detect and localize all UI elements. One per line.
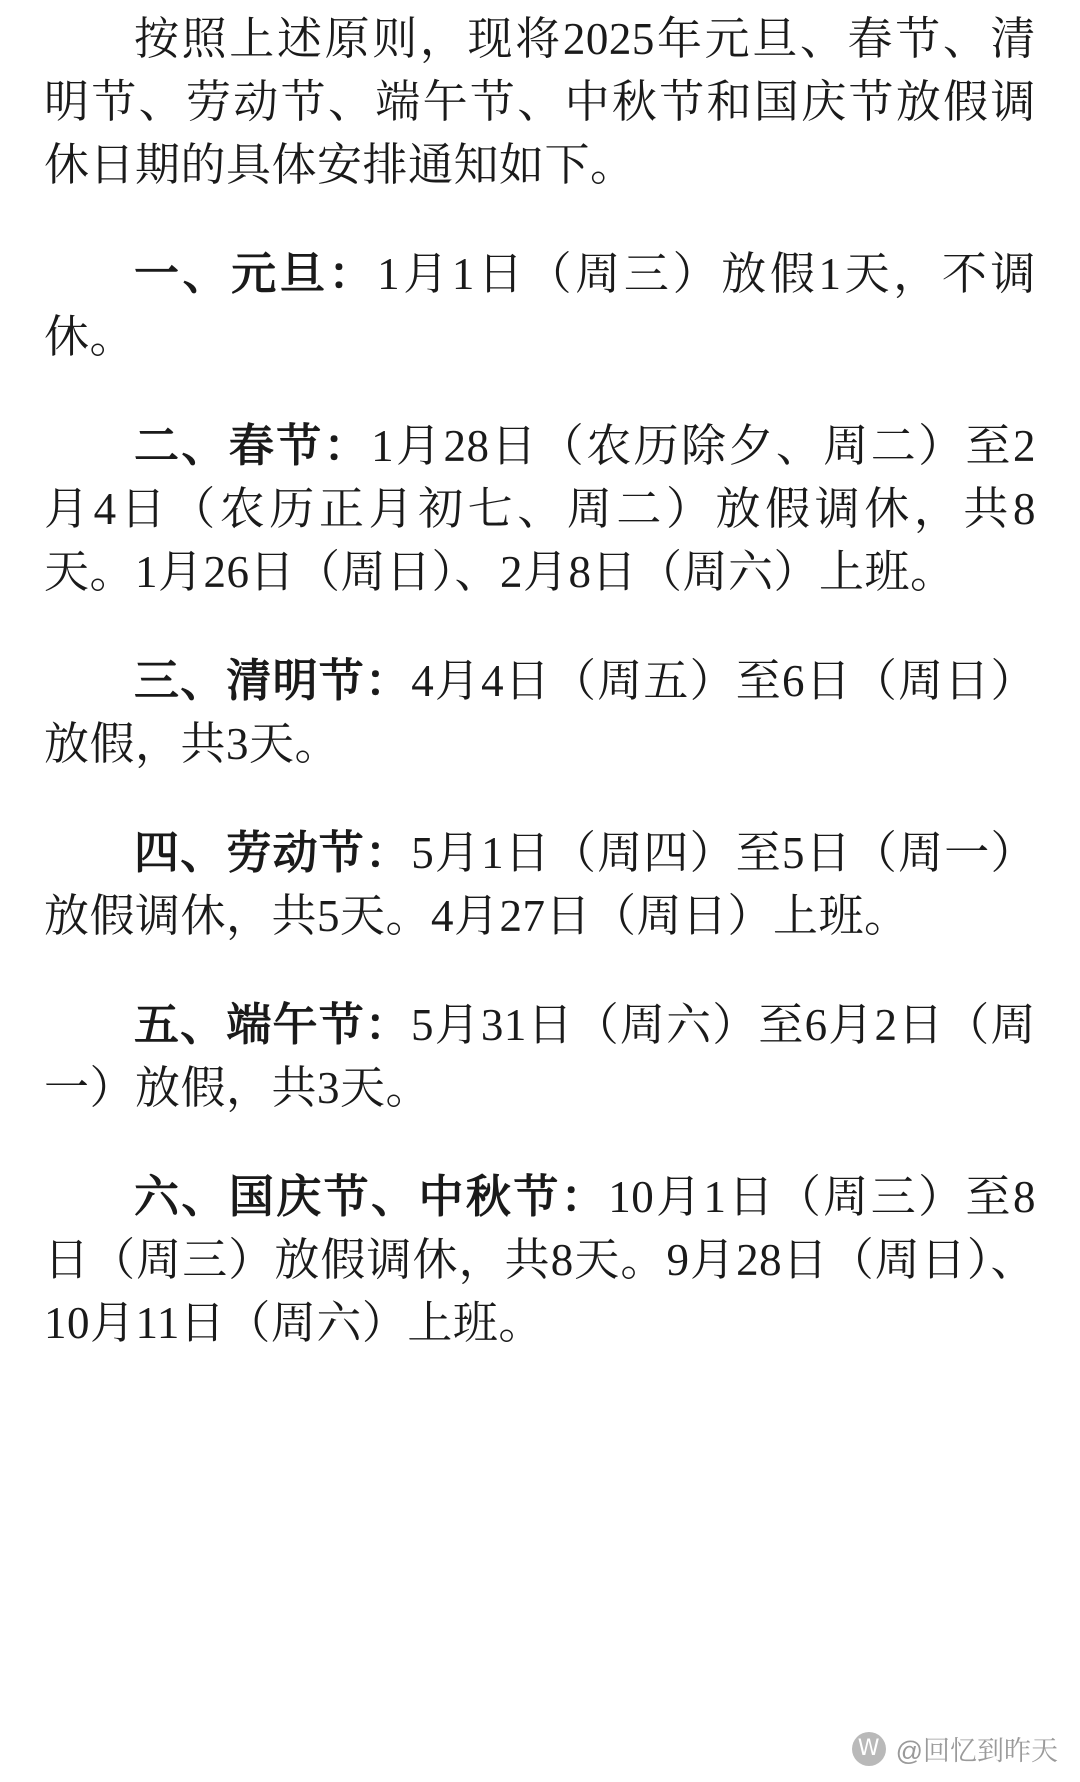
paragraph-qingming — [44, 650, 1036, 776]
paragraph-text: 1月1日（周三）放假1天，不调休。 — [44, 249, 1036, 362]
paragraph-labour-day — [44, 822, 1036, 948]
paragraph-lead: 二、春节： — [134, 421, 372, 471]
paragraph-text: 10月1日（周三）至8日（周三）放假调休，共8天。9月28日（周日）、10月11日（周六）上班。 — [44, 1172, 1036, 1348]
paragraph-lead: 四、劳动节： — [134, 828, 412, 878]
paragraph-lead: 五、端午节： — [134, 1000, 412, 1050]
paragraph-spring-festival — [44, 415, 1036, 604]
paragraph-lead: 一、元旦： — [134, 249, 378, 299]
paragraph-intro — [44, 0, 1036, 197]
watermark-username: @回忆到昨天 — [895, 1736, 1058, 1766]
paragraph-text: 4月4日（周五）至6日（周日）放假，共3天。 — [44, 656, 1036, 769]
paragraph-text: 1月28日（农历除夕、周二）至2月4日（农历正月初七、周二）放假调休，共8天。1月26日（周日）、2月8日（周六）上班。 — [44, 421, 1036, 597]
paragraph-new-year — [44, 243, 1036, 369]
paragraph-text: 5月1日（周四）至5日（周一）放假调休，共5天。4月27日（周日）上班。 — [44, 828, 1036, 941]
paragraph-lead: 六、国庆节、中秋节： — [134, 1172, 609, 1222]
paragraph-national-midautumn — [44, 1166, 1036, 1355]
paragraph-text: 5月31日（周六）至6月2日（周一）放假，共3天。 — [44, 1000, 1036, 1113]
weibo-watermark — [852, 1729, 1058, 1768]
paragraph-dragon-boat — [44, 994, 1036, 1120]
paragraph-text: 按照上述原则，现将2025年元旦、春节、清明节、劳动节、端午节、中秋节和国庆节放假调休日期的具体安排通知如下。 — [44, 14, 1036, 190]
paragraph-lead: 三、清明节： — [134, 656, 412, 706]
weibo-logo-icon: W — [852, 1732, 886, 1766]
